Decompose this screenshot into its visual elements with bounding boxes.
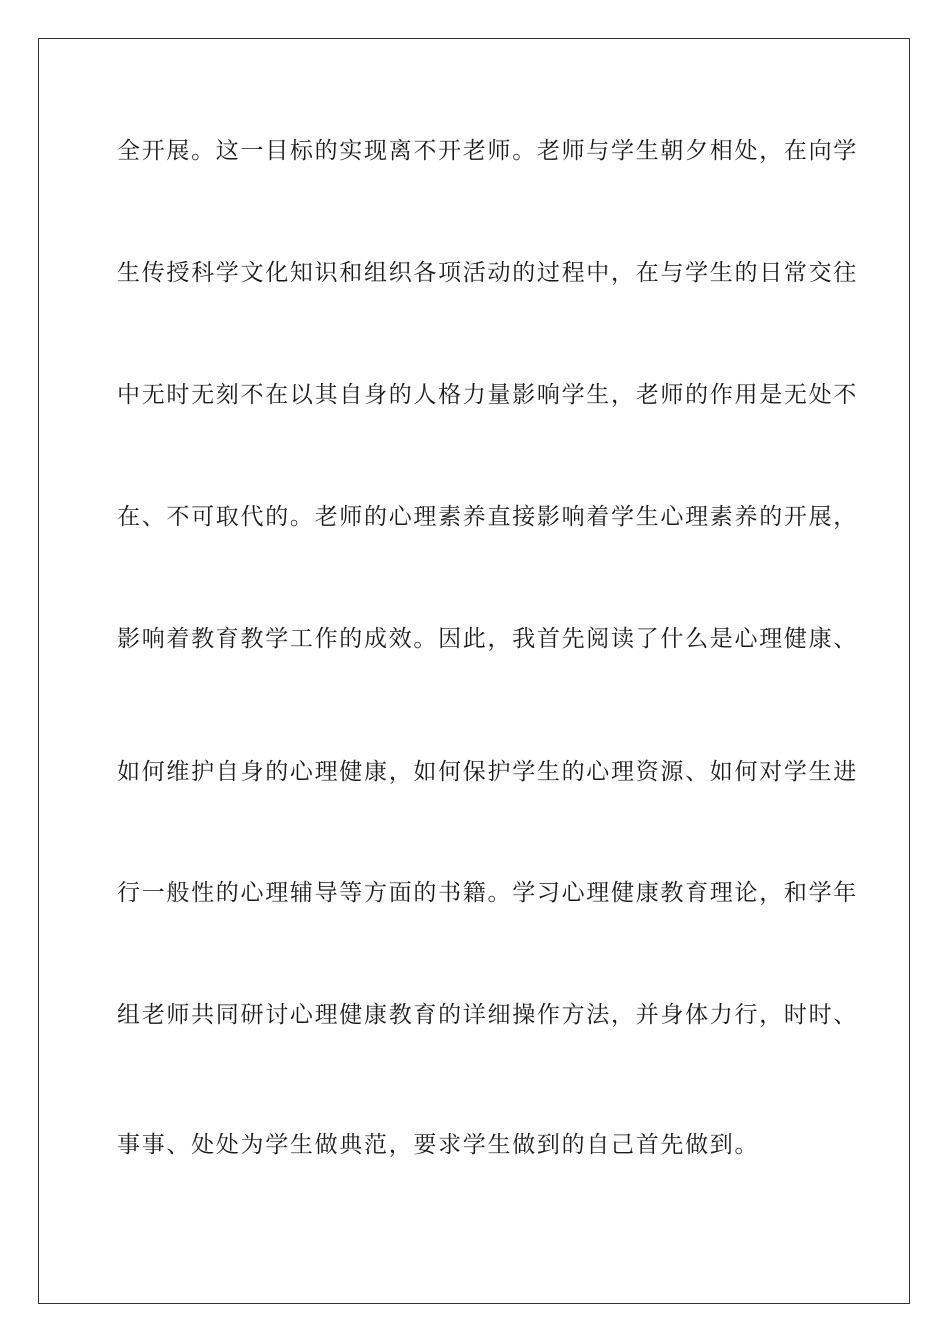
paragraph-line-4: 在、不可取代的。老师的心理素养直接影响着学生心理素养的开展， bbox=[117, 504, 858, 530]
paragraph-line-3: 中无时无刻不在以其自身的人格力量影响学生，老师的作用是无处不 bbox=[117, 382, 858, 408]
paragraph-line-8: 组老师共同研讨心理健康教育的详细操作方法，并身体力行，时时、 bbox=[117, 1002, 858, 1028]
paragraph-line-9: 事事、处处为学生做典范，要求学生做到的自己首先做到。 bbox=[117, 1132, 760, 1158]
paragraph-line-1: 全开展。这一目标的实现离不开老师。老师与学生朝夕相处，在向学 bbox=[117, 138, 858, 164]
paragraph-line-6: 如何维护自身的心理健康，如何保护学生的心理资源、如何对学生进 bbox=[117, 759, 858, 785]
paragraph-line-2: 生传授科学文化知识和组织各项活动的过程中，在与学生的日常交往 bbox=[117, 260, 858, 286]
paragraph-line-7: 行一般性的心理辅导等方面的书籍。学习心理健康教育理论，和学年 bbox=[117, 880, 858, 906]
paragraph-line-5: 影响着教育教学工作的成效。因此，我首先阅读了什么是心理健康、 bbox=[117, 626, 858, 652]
page-border bbox=[38, 38, 910, 1304]
